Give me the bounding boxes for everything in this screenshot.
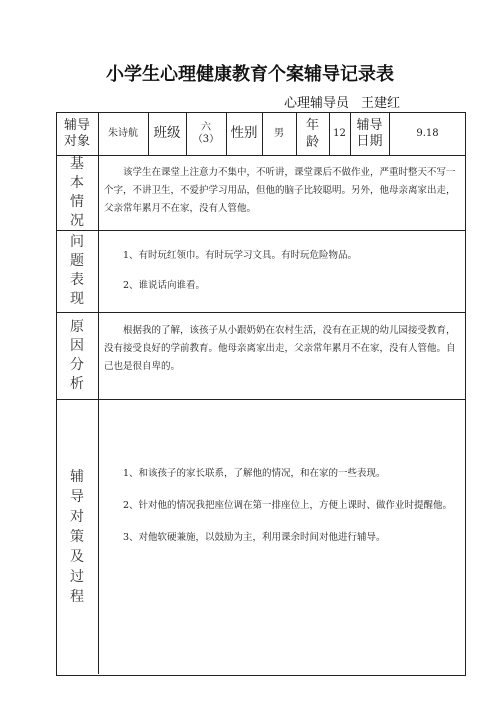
class-label: 班级 — [153, 125, 181, 141]
counselor-name: 王建红 — [351, 92, 412, 113]
date-label — [350, 112, 389, 155]
divider — [98, 155, 99, 674]
measures-process-label — [56, 399, 98, 674]
class-grade: 六 — [201, 121, 211, 133]
label-char: 基 — [70, 155, 84, 172]
gender-value: 男 — [274, 127, 284, 139]
label-char: 原 — [70, 318, 84, 335]
basic-situation-label — [56, 155, 98, 230]
counselor-line — [284, 92, 412, 113]
problem-manifestations-list — [104, 247, 456, 295]
age-value: 12 — [333, 127, 346, 139]
list-item: 3、对他软硬兼施，以鼓励为主，利用课余时间对他进行辅导。 — [123, 532, 386, 543]
divider — [56, 399, 466, 400]
label-char: 题 — [70, 253, 84, 269]
label-char: 对 — [70, 508, 84, 525]
label-char: 本 — [70, 174, 84, 191]
label-char: 析 — [70, 375, 84, 392]
subject-name-value: 朱诗航 — [108, 127, 138, 139]
label-char: 程 — [70, 588, 84, 605]
label-char: 况 — [70, 212, 84, 229]
label-char: 因 — [70, 337, 84, 354]
gender-label: 性别 — [230, 125, 258, 141]
label-char: 现 — [70, 291, 84, 307]
label-char: 过 — [70, 568, 84, 585]
subject-label — [56, 112, 98, 155]
measures-process-list — [104, 465, 456, 547]
cause-analysis-text: 根据我的了解，该孩子从小跟奶奶在农村生活，没有在正规的幼儿园接受教育，没有接受良好的学前教育。他母亲离家出走，父亲常年累月不在家，没有人管他。自己也是很自卑的。 — [104, 325, 456, 372]
label-char: 问 — [70, 234, 84, 250]
divider — [56, 155, 466, 156]
label-char: 策 — [70, 528, 84, 545]
list-item: 1、有时玩红领巾。有时玩学习文具。有时玩危险物品。 — [123, 250, 358, 261]
record-table — [56, 112, 466, 676]
divider — [56, 312, 466, 313]
class-value — [186, 112, 226, 155]
label-char: 及 — [70, 548, 84, 565]
label-char: 表 — [70, 272, 84, 288]
age-label — [296, 112, 329, 155]
list-item: 2、谁说话向谁看。 — [123, 280, 206, 291]
list-item: 2、针对他的情况我把座位调在第一排座位上，方便上课时、做作业时提醒他。 — [123, 500, 453, 511]
basic-situation-text: 该学生在课堂上注意力不集中，不听讲，课堂课后不做作业，严重时整天不写一个字，不讲卫生，不爱护学习用品，但他的脑子比较聪明。另外，他母亲离家出走，父亲常年累月不在家，没有人管他。 — [104, 167, 456, 214]
label-char: 情 — [70, 193, 84, 210]
label-char: 辅 — [70, 468, 84, 485]
counselor-label: 心理辅导员 — [284, 96, 350, 111]
date-label-text: 辅导日期 — [356, 117, 383, 149]
label-char: 分 — [70, 356, 84, 373]
list-item: 1、和该孩子的家长联系，了解他的情况，和在家的一些表现。 — [123, 468, 386, 479]
divider — [56, 230, 466, 231]
subject-label-text: 辅导对象 — [63, 117, 90, 149]
class-number: （3） — [192, 133, 220, 145]
page-title: 小学生心理健康教育个案辅导记录表 — [106, 64, 394, 85]
problem-manifestations-label — [56, 230, 98, 312]
label-char: 导 — [70, 488, 84, 505]
date-value: 9.18 — [416, 127, 439, 139]
cause-analysis-label — [56, 312, 98, 399]
age-label-text: 年龄 — [305, 117, 319, 150]
